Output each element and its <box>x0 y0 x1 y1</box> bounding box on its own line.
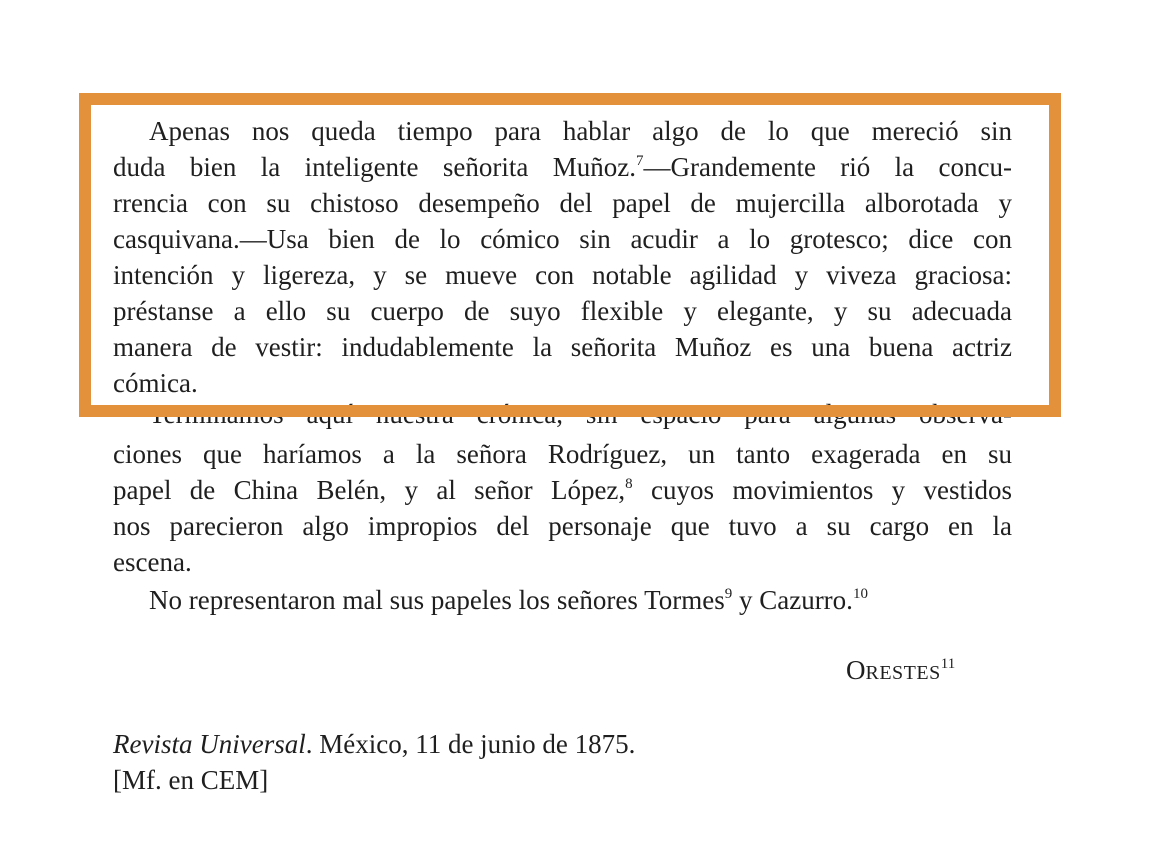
text-fragment: duda bien la inteligente señorita Muñoz. <box>113 152 636 182</box>
signature-rest: RESTES <box>865 662 941 684</box>
text-line: casquivana.—Usa bien de lo cómico sin acudir a lo grotesco; dice con <box>113 224 1012 254</box>
text-line <box>113 149 1012 185</box>
text-line: Apenas nos queda tiempo para hablar algo de lo que mereció sin <box>149 116 1012 146</box>
footnote-ref-8[interactable]: 8 <box>625 476 633 492</box>
archive-note: [Mf. en CEM] <box>113 765 269 795</box>
footnote-ref-10[interactable]: 10 <box>852 586 868 602</box>
text-line: manera de vestir: indudablemente la señorita Muñoz es una buena actriz <box>113 332 1012 362</box>
text-fragment: —Grandemente rió la concu- <box>643 152 1012 182</box>
signature-initial: O <box>846 655 866 685</box>
text-line: ciones que haríamos a la señora Rodríguez, un tanto exagerada en su <box>113 439 1012 469</box>
source-citation <box>113 726 635 762</box>
text-line: rrencia con su chistoso desempeño del papel de mujercilla alborotada y <box>113 188 1012 218</box>
publication-details: . México, 11 de junio de 1875. <box>305 729 636 759</box>
text-fragment: cuyos movimientos y vestidos <box>632 475 1012 505</box>
text-line: cómica. <box>113 368 198 398</box>
text-line: intención y ligereza, y se mueve con notable agilidad y viveza graciosa: <box>113 260 1012 290</box>
text-line <box>113 472 1012 508</box>
author-signature <box>846 652 955 688</box>
text-fragment: No representaron mal sus papeles los señores Tormes <box>149 585 725 615</box>
footnote-ref-9[interactable]: 9 <box>724 586 733 602</box>
footnote-ref-7[interactable]: 7 <box>636 153 644 169</box>
text-line: préstanse a ello su cuerpo de suyo flexible y elegante, y su adecuada <box>113 296 1012 326</box>
footnote-ref-11[interactable]: 11 <box>940 656 956 672</box>
text-fragment: papel de China Belén, y al señor López, <box>113 475 626 505</box>
text-line: escena. <box>113 547 192 577</box>
text-fragment: y Cazurro. <box>732 585 853 615</box>
text-line <box>149 582 1012 618</box>
text-line: nos parecieron algo impropios del personaje que tuvo a su cargo en la <box>113 511 1012 541</box>
publication-title: Revista Universal <box>113 729 306 759</box>
partially-hidden-line: Terminamos aquí nuestra crónica, sin espacio para algunas observa- <box>149 402 1012 429</box>
